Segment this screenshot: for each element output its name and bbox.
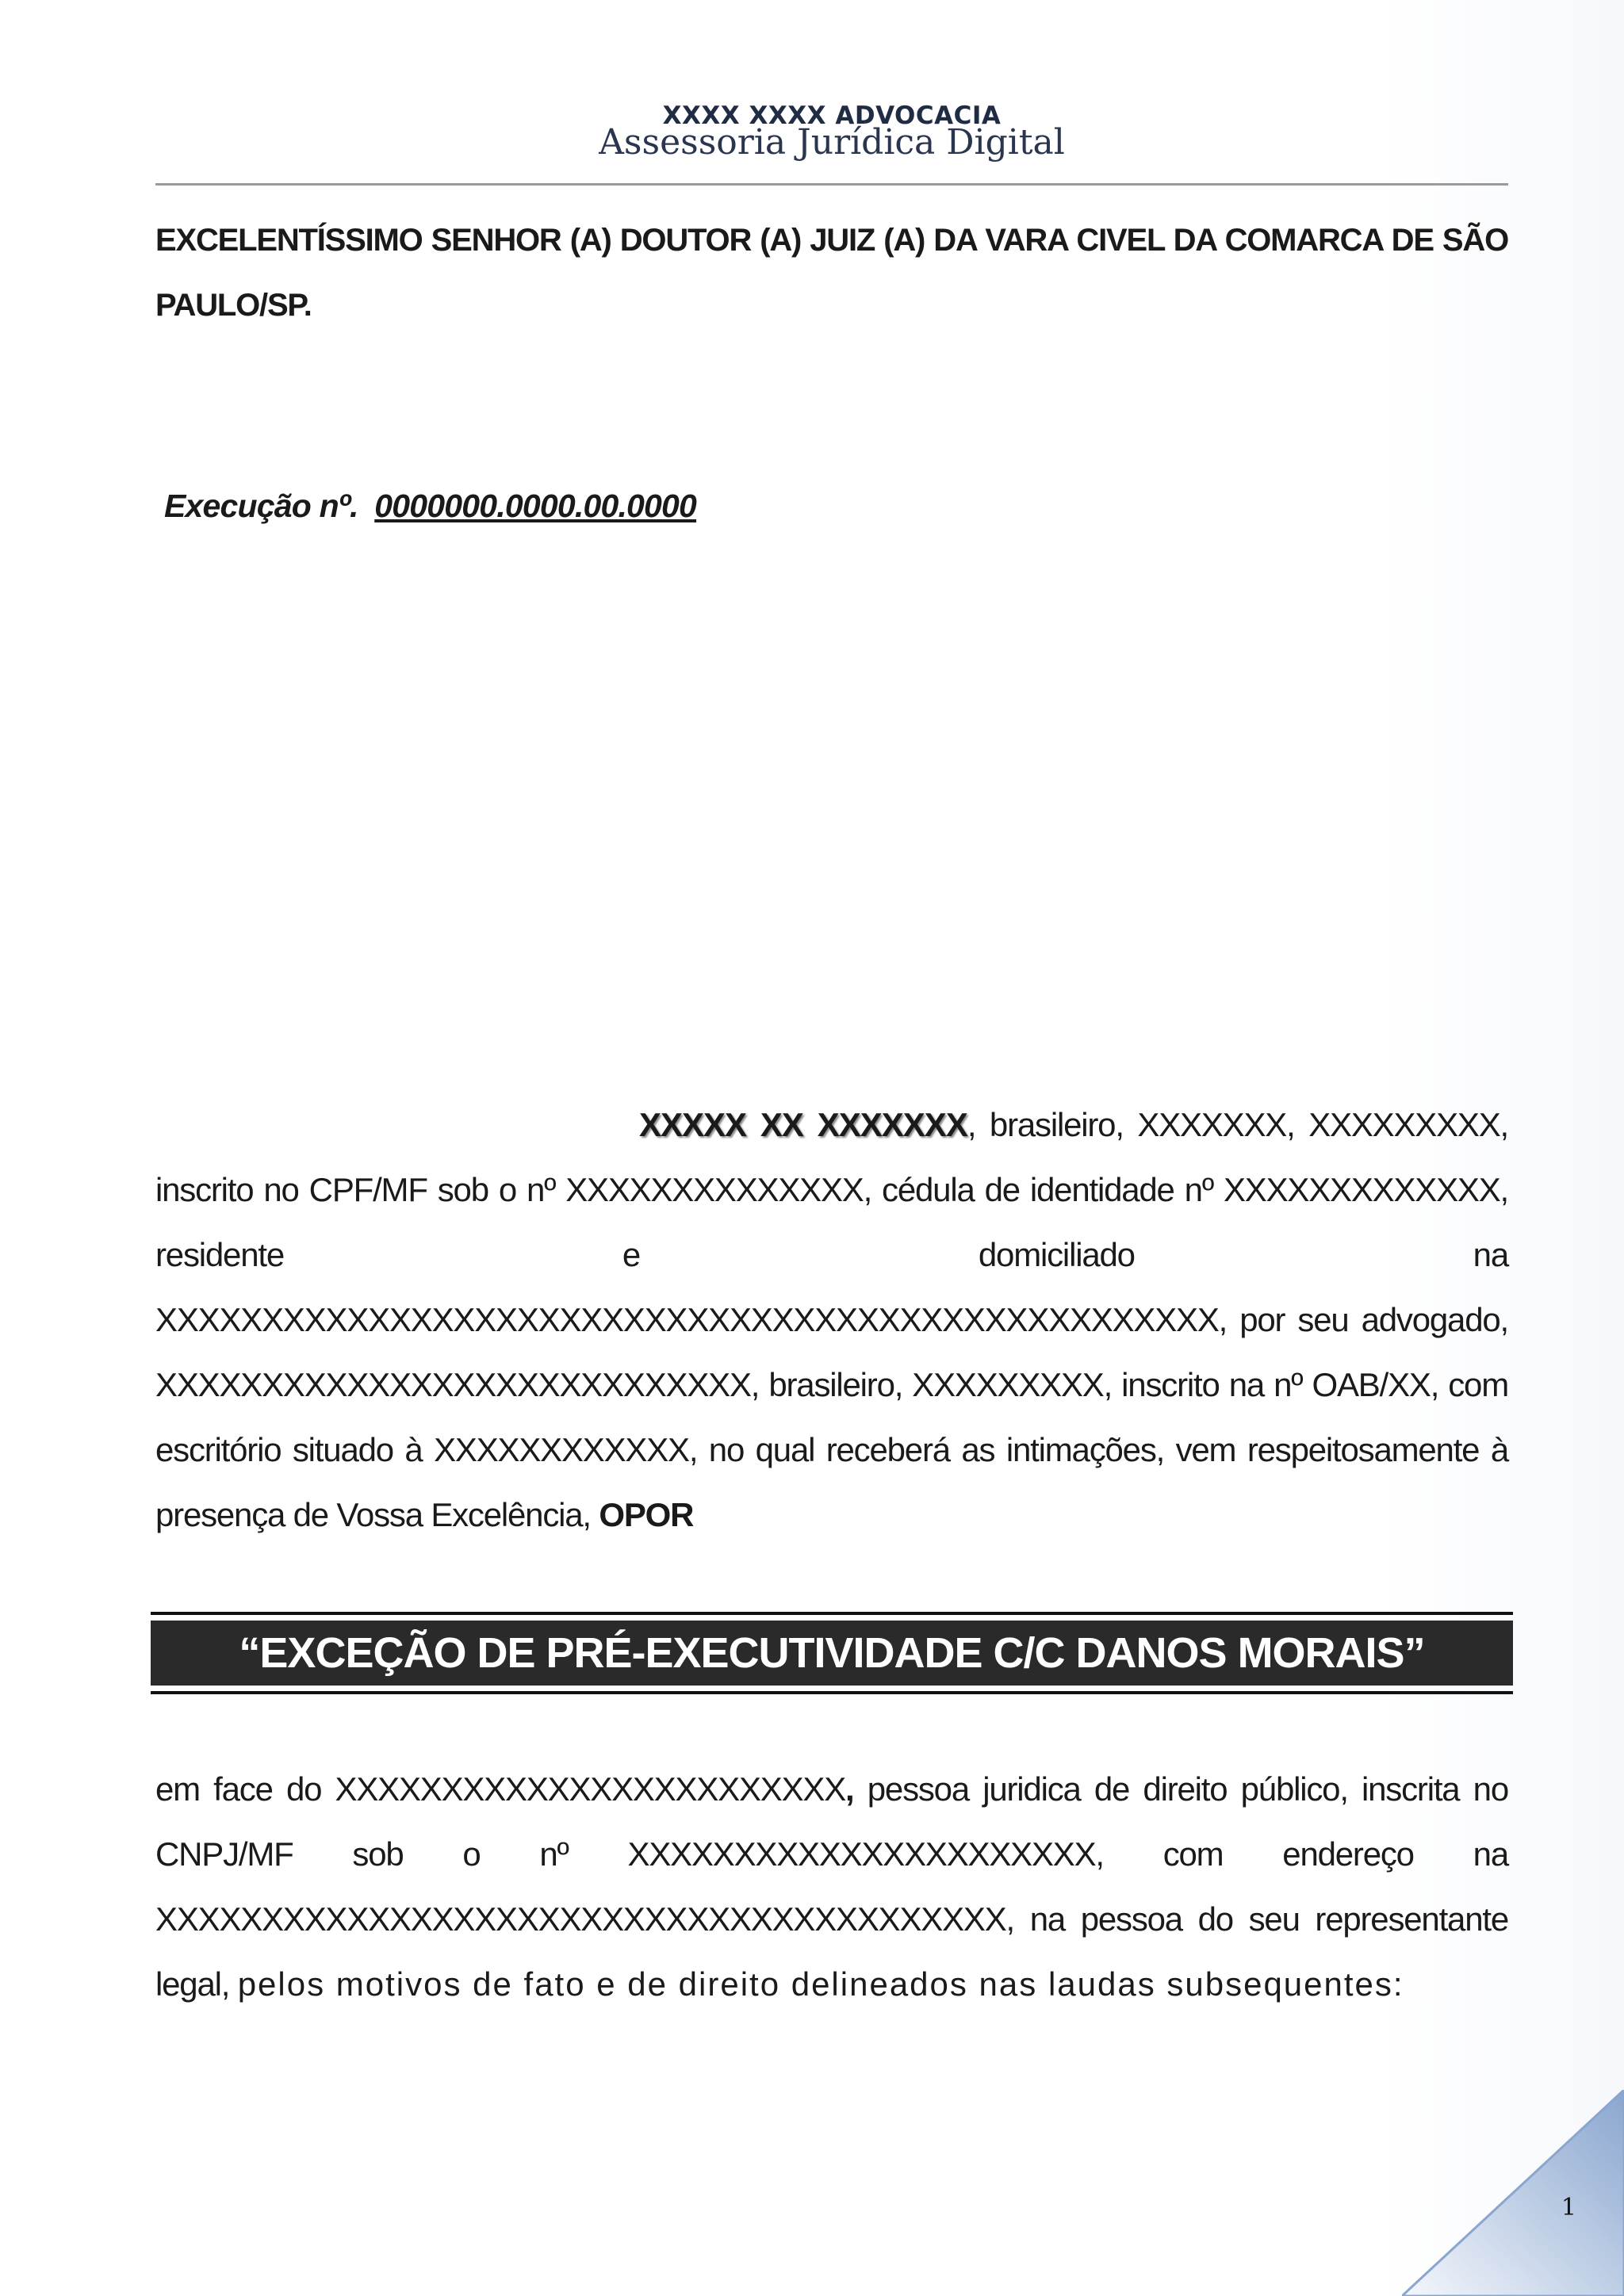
qualification-paragraph [155, 1093, 1508, 1548]
firm-name: XXXX XXXX ADVOCACIA [662, 101, 1002, 130]
defendant-intro: em face do XXXXXXXXXXXXXXXXXXXXXXXX [155, 1770, 846, 1808]
qualification-text: , brasileiro, XXXXXXX, XXXXXXXXX, inscrito no CPF/MF sob o nº XXXXXXXXXXXXXX, cédula de identidade nº XXXXXXXXXXXXX, residente e domiciliado na XXXXXXXXXXXXXXXXXXXXXXXXXXXXXXXXXXXXXXXXXXXXXXXXXX, por seu advogado, XXXXXXXXXXXXXXXXXXXXXXXXXXXX, brasileiro, XXXXXXXXX, inscrito na nº OAB/XX, com escritório situado à XXXXXXXXXXXX, no qual receberá as intimações, vem respeitosamente à presença de Vossa Excelência, [155, 1106, 1509, 1533]
execution-number: 0000000.0000.00.0000 [374, 488, 697, 524]
addressee: EXCELENTÍSSIMO SENHOR (A) DOUTOR (A) JUIZ (A) DA VARA CIVEL DA COMARCA DE SÃO PAULO/SP. [155, 223, 1508, 323]
petition-title-band [151, 1619, 1513, 1687]
firm-tagline: Assessoria Jurídica Digital [599, 122, 1065, 163]
petition-title: “EXCEÇÃO DE PRÉ-EXECUTIVIDADE C/C DANOS MORAIS” [239, 1629, 1425, 1677]
defendant-text: pessoa juridica de direito público, inscrita no CNPJ/MF sob o nº XXXXXXXXXXXXXXXXXXXXXX, com endereço na XXXXXXXXXXXXXXXXXXXXXXXXXXXXXXXXXXXXXXXX, na pessoa do seu representante legal, [155, 1770, 1508, 2003]
defendant-paragraph [155, 1757, 1508, 2017]
page-corner-decoration [1402, 2090, 1624, 2296]
party-name: XXXXX XX XXXXXXX [639, 1106, 967, 1143]
defendant-closing: pelos motivos de fato e de direito delineados nas laudas subsequentes: [237, 1965, 1404, 2003]
defendant-comma: , [845, 1770, 854, 1808]
letterhead [155, 101, 1508, 163]
execution-reference [164, 488, 696, 525]
petition-title-box [151, 1612, 1513, 1694]
execution-label: Execução nº. [164, 488, 358, 524]
header-divider [155, 183, 1508, 186]
opor-word: OPOR [599, 1496, 694, 1533]
page-number: 1 [1561, 2194, 1576, 2221]
